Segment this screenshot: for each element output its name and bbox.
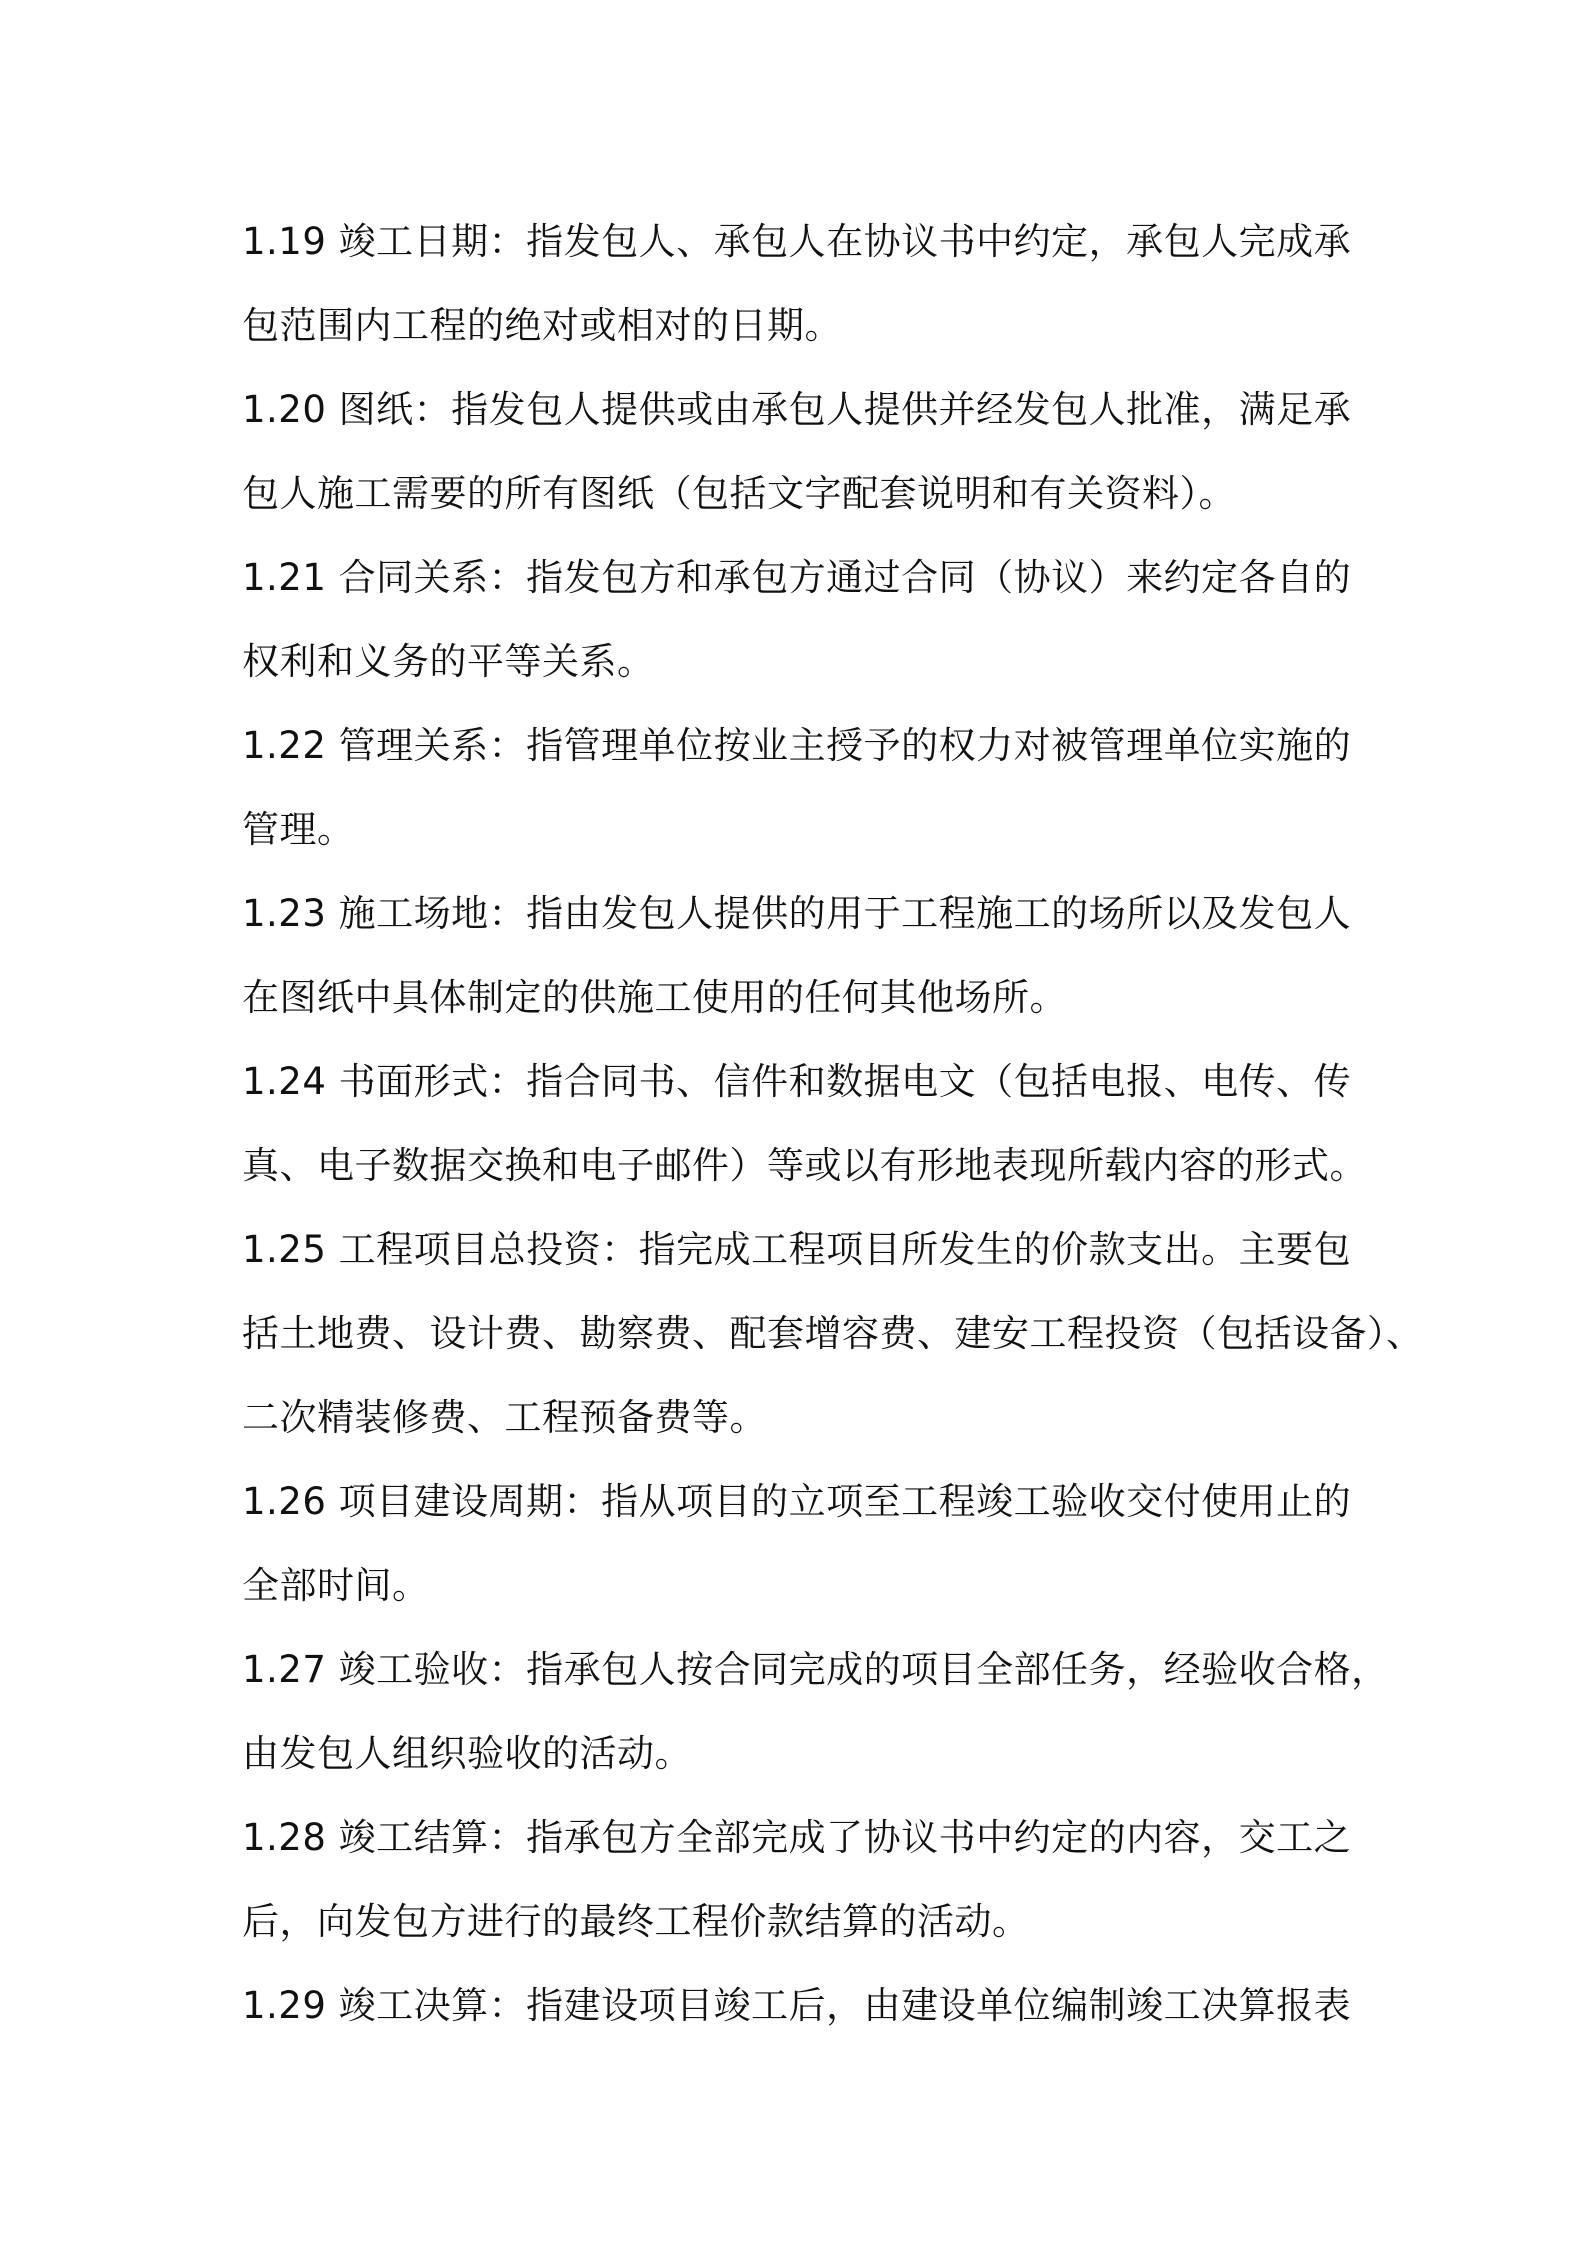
text-line: 1.24 书面形式：指合同书、信件和数据电文（包括电报、电传、传 (242, 1060, 1352, 1103)
text-line: 1.19 竣工日期：指发包人、承包人在协议书中约定，承包人完成承 (242, 220, 1352, 263)
text-line: 1.29 竣工决算：指建设项目竣工后，由建设单位编制竣工决算报表 (242, 1984, 1352, 2027)
text-line: 括土地费、设计费、勘察费、配套增容费、建安工程投资（包括设备）、 (242, 1312, 1424, 1355)
text-line: 1.26 项目建设周期：指从项目的立项至工程竣工验收交付使用止的 (242, 1480, 1352, 1523)
text-line: 1.27 竣工验收：指承包人按合同完成的项目全部任务，经验收合格， (242, 1648, 1389, 1691)
text-line: 包人施工需要的所有图纸（包括文字配套说明和有关资料）。 (242, 472, 1236, 515)
text-line: 管理。 (242, 808, 355, 851)
text-line: 1.20 图纸：指发包人提供或由承包人提供并经发包人批准，满足承 (242, 388, 1352, 431)
text-line: 全部时间。 (242, 1564, 430, 1607)
text-line: 由发包人组织验收的活动。 (242, 1732, 692, 1775)
text-line: 1.23 施工场地：指由发包人提供的用于工程施工的场所以及发包人 (242, 892, 1352, 935)
text-line: 1.22 管理关系：指管理单位按业主授予的权力对被管理单位实施的 (242, 724, 1352, 767)
text-line: 真、电子数据交换和电子邮件）等或以有形地表现所载内容的形式。 (242, 1144, 1367, 1187)
text-line: 后，向发包方进行的最终工程价款结算的活动。 (242, 1900, 1030, 1943)
text-line: 权利和义务的平等关系。 (242, 640, 655, 683)
text-line: 包范围内工程的绝对或相对的日期。 (242, 304, 842, 347)
text-line: 1.21 合同关系：指发包方和承包方通过合同（协议）来约定各自的 (242, 556, 1352, 599)
document-body (242, 200, 1424, 2048)
text-line: 1.25 工程项目总投资：指完成工程项目所发生的价款支出。主要包 (242, 1228, 1352, 1271)
text-line: 在图纸中具体制定的供施工使用的任何其他场所。 (242, 976, 1067, 1019)
text-line: 二次精装修费、工程预备费等。 (242, 1396, 767, 1439)
text-line: 1.28 竣工结算：指承包方全部完成了协议书中约定的内容，交工之 (242, 1816, 1352, 1859)
